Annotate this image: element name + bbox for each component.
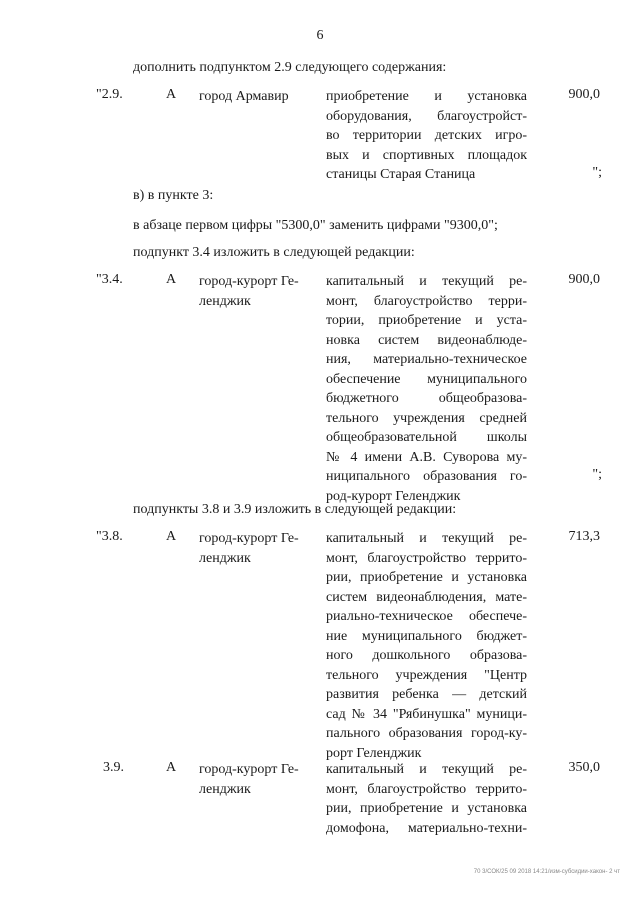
- description-line: монт, благоустройство терри-: [326, 293, 527, 309]
- municipality-line: город-курорт Ге-: [199, 762, 299, 777]
- description-line: приобретение и установка: [326, 89, 527, 104]
- description-line: тельного учреждения средней: [326, 410, 527, 426]
- description-line: обеспечение муниципального: [326, 371, 527, 387]
- municipality-line: город-курорт Ге-: [199, 274, 299, 289]
- description-line: оборудования, благоустройст-: [326, 108, 527, 124]
- description-line: монт, благоустройство террито-: [326, 781, 527, 797]
- description-line: рии, приобретение и установка: [326, 801, 527, 816]
- municipality-line: ленджик: [199, 781, 251, 797]
- row-closing-quote: ";: [592, 165, 602, 180]
- description-line: ниципального образования го-: [326, 469, 527, 484]
- footer-stamp: 70 3/СОК/25 09 2018 14:21/изм-субсидии-xакон- 2 чт: [473, 869, 620, 875]
- description-line: вых и спортивных площадок: [326, 147, 527, 163]
- description-line: тории, приобретение и уста-: [326, 313, 527, 328]
- row-category: А: [166, 760, 177, 775]
- row-category: А: [166, 529, 177, 544]
- row-category: А: [166, 87, 177, 102]
- row-amount: 713,3: [568, 529, 600, 544]
- description-line: новка систем видеонаблюде-: [326, 332, 527, 348]
- row-amount: 900,0: [568, 87, 600, 102]
- description-line: во территории детских игро-: [326, 128, 527, 143]
- paragraph-subclause-3-4: подпункт 3.4 изложить в следующей редакции:: [133, 245, 415, 260]
- description-line: тельного учреждения "Центр: [326, 667, 527, 683]
- row-closing-quote: ";: [592, 467, 602, 482]
- row-municipality: [199, 87, 315, 107]
- paragraph-point-3: в) в пункте 3:: [133, 188, 214, 203]
- description-line: риально-техническое обеспече-: [326, 609, 527, 624]
- description-line: капитальный и текущий ре-: [326, 531, 527, 546]
- description-line: капитальный и текущий ре-: [326, 274, 527, 289]
- row-municipality: [199, 529, 315, 568]
- description-line: капитальный и текущий ре-: [326, 762, 527, 777]
- description-line: бюджетного общеобразова-: [326, 391, 527, 406]
- description-line: рии, приобретение и установка: [326, 570, 527, 585]
- row-description: [326, 87, 527, 185]
- row-description: [326, 272, 527, 506]
- municipality-line: город-курорт Ге-: [199, 531, 299, 546]
- row-number: "3.4.: [96, 272, 123, 287]
- description-line: общеобразовательной школы: [326, 430, 527, 445]
- row-amount: 350,0: [568, 760, 600, 775]
- description-line: пального образования город-ку-: [326, 726, 527, 741]
- row-description: [326, 760, 527, 838]
- municipality-line: ленджик: [199, 293, 251, 309]
- description-line: рорт Геленджик: [326, 745, 422, 761]
- description-line: систем видеонаблюдения, мате-: [326, 589, 527, 605]
- row-municipality: [199, 760, 315, 799]
- paragraph-replace-figures: в абзаце первом цифры "5300,0" заменить цифрами "9300,0";: [133, 218, 498, 233]
- description-line: развития ребенка — детский: [326, 687, 527, 702]
- row-number: 3.9.: [103, 760, 124, 775]
- municipality-line: ленджик: [199, 550, 251, 566]
- description-line: ния, материально-техническое: [326, 352, 527, 367]
- row-number: "3.8.: [96, 529, 123, 544]
- row-description: [326, 529, 527, 763]
- description-line: домофона, материально-техни-: [326, 820, 527, 836]
- description-line: род-курорт Геленджик: [326, 488, 461, 504]
- description-line: монт, благоустройство террито-: [326, 550, 527, 566]
- row-category: А: [166, 272, 177, 287]
- row-number: "2.9.: [96, 87, 123, 102]
- paragraph-subclauses-3-8-3-9: подпункты 3.8 и 3.9 изложить в следующей редакции:: [133, 502, 457, 517]
- page-number: 6: [316, 28, 324, 43]
- description-line: сад № 34 "Рябинушка" муници-: [326, 706, 527, 722]
- description-line: станицы Старая Станица: [326, 167, 476, 182]
- row-municipality: [199, 272, 315, 311]
- description-line: ного дошкольного образова-: [326, 648, 527, 663]
- municipality-line: город Армавир: [199, 89, 289, 104]
- description-line: № 4 имени А.В. Суворова му-: [326, 449, 527, 465]
- row-amount: 900,0: [568, 272, 600, 287]
- paragraph-add-subclause: дополнить подпунктом 2.9 следующего содержания:: [133, 60, 447, 75]
- description-line: ние муниципального бюджет-: [326, 628, 527, 644]
